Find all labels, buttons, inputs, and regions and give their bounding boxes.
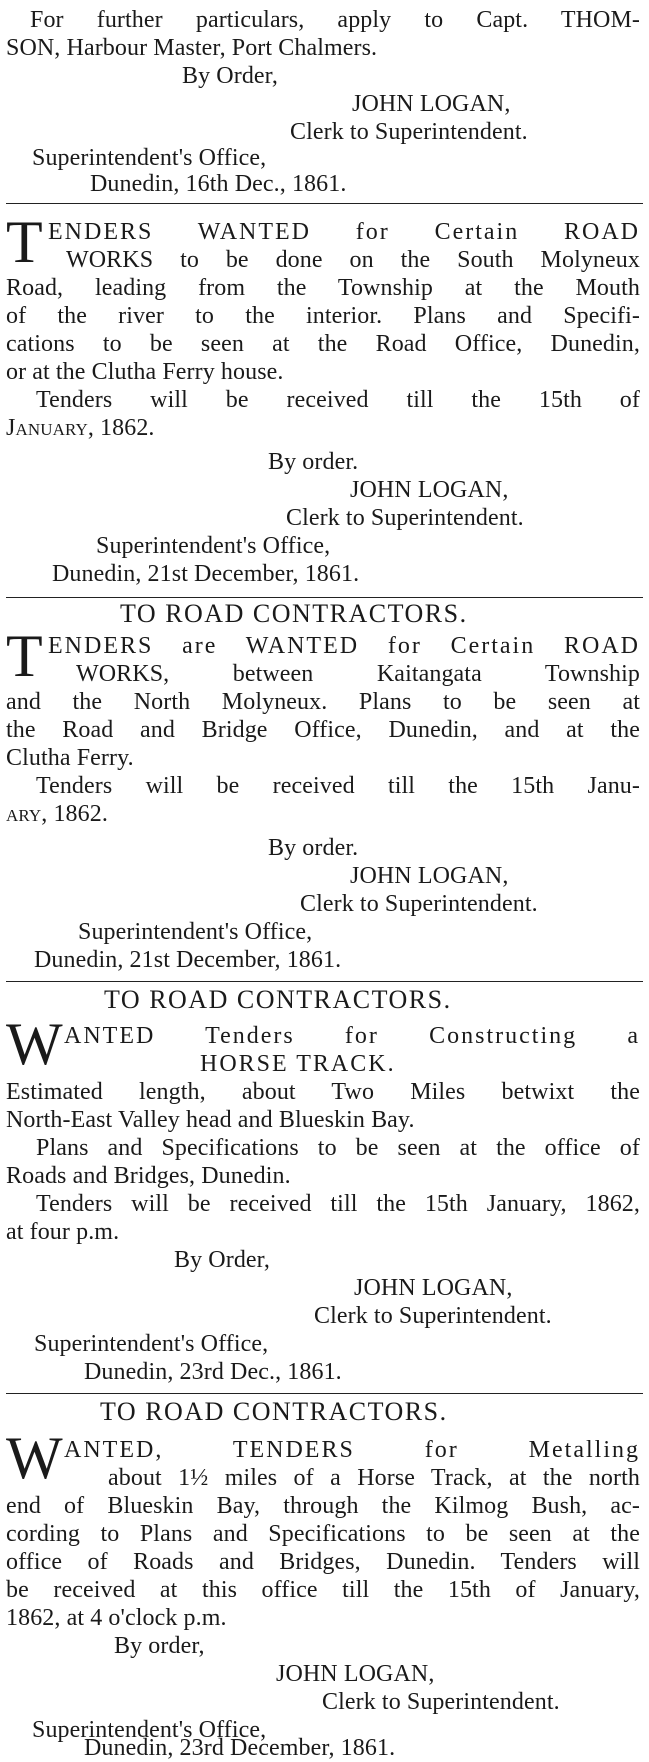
ad-line: ary, 1862. xyxy=(6,801,108,827)
office-line: Superintendent's Office, xyxy=(78,919,313,945)
signatory-title: Clerk to Superintendent. xyxy=(286,505,524,531)
ad-line: For further particulars, apply to Capt. THOM- xyxy=(30,7,640,33)
divider-rule xyxy=(6,597,643,598)
signatory-title: Clerk to Superintendent. xyxy=(290,119,528,145)
drop-cap: W xyxy=(6,1011,63,1077)
date-line: Dunedin, 23rd Dec., 1861. xyxy=(84,1359,342,1385)
office-line: Superintendent's Office, xyxy=(32,1717,267,1743)
ad-line: By order. xyxy=(268,835,359,861)
ad-line: HORSE TRACK. xyxy=(200,1051,396,1077)
ad-line: Tenders will be received till the 15th Janu- xyxy=(36,773,640,799)
ad-line: ANTED, TENDERS for Metalling xyxy=(64,1437,640,1463)
signatory-title: Clerk to Superintendent. xyxy=(314,1303,552,1329)
ad-line: cations to be seen at the Road Office, Dunedin, xyxy=(6,331,640,357)
ad-line: 1862, at 4 o'clock p.m. xyxy=(6,1605,227,1631)
signatory-title: Clerk to Superintendent. xyxy=(300,891,538,917)
ad-line: Clutha Ferry. xyxy=(6,745,134,771)
office-line: Superintendent's Office, xyxy=(32,145,267,171)
signatory-name: JOHN LOGAN, xyxy=(350,863,509,889)
ad-line: Estimated length, about Two Miles betwixt the xyxy=(6,1079,640,1105)
ad-line: end of Blueskin Bay, through the Kilmog Bush, ac- xyxy=(6,1493,640,1519)
drop-cap: T xyxy=(6,209,43,275)
divider-rule xyxy=(6,981,643,982)
ad-line: January, 1862. xyxy=(6,415,155,441)
signatory-name: JOHN LOGAN, xyxy=(352,91,511,117)
ad-line: Road, leading from the Township at the Mouth xyxy=(6,275,640,301)
drop-cap: W xyxy=(6,1425,63,1491)
ad-line: cording to Plans and Specifications to be seen at the xyxy=(6,1521,640,1547)
ad-line: ENDERS are WANTED for Certain ROAD xyxy=(48,633,640,659)
date-line: Dunedin, 21st December, 1861. xyxy=(52,561,360,587)
ad-line: be received at this office till the 15th of January, xyxy=(6,1577,640,1603)
ad-heading: TO ROAD CONTRACTORS. xyxy=(104,985,452,1014)
ad-line: and the North Molyneux. Plans to be seen at xyxy=(6,689,640,715)
office-line: Superintendent's Office, xyxy=(34,1331,269,1357)
ad-line: By order. xyxy=(268,449,359,475)
ad-line: ENDERS WANTED for Certain ROAD xyxy=(48,219,640,245)
ad-line: WORKS, between Kaitangata Township xyxy=(76,661,640,687)
divider-rule xyxy=(6,203,643,204)
ad-line: the Road and Bridge Office, Dunedin, and at the xyxy=(6,717,640,743)
ad-heading: TO ROAD CONTRACTORS. xyxy=(100,1397,448,1426)
ad-line: office of Roads and Bridges, Dunedin. Tenders will xyxy=(6,1549,640,1575)
signatory-title: Clerk to Superintendent. xyxy=(322,1689,560,1715)
ad-line: Plans and Specifications to be seen at the office of xyxy=(36,1135,640,1161)
office-line: Superintendent's Office, xyxy=(96,533,331,559)
ad-line: By Order, xyxy=(174,1247,270,1273)
ad-line: By order, xyxy=(114,1633,205,1659)
ad-line: By Order, xyxy=(182,63,278,89)
ad-line: Tenders will be received till the 15th of xyxy=(36,387,640,413)
ad-line: SON, Harbour Master, Port Chalmers. xyxy=(6,35,378,61)
signatory-name: JOHN LOGAN, xyxy=(350,477,509,503)
ad-line: Roads and Bridges, Dunedin. xyxy=(6,1163,291,1189)
signatory-name: JOHN LOGAN, xyxy=(354,1275,513,1301)
ad-line: about 1½ miles of a Horse Track, at the north xyxy=(108,1465,640,1491)
date-line: Dunedin, 16th Dec., 1861. xyxy=(90,171,347,197)
ad-line: or at the Clutha Ferry house. xyxy=(6,359,284,385)
ad-heading: TO ROAD CONTRACTORS. xyxy=(120,599,468,628)
ad-line: WORKS to be done on the South Molyneux xyxy=(66,247,640,273)
signatory-name: JOHN LOGAN, xyxy=(276,1661,435,1687)
divider-rule xyxy=(6,1393,643,1394)
ad-line: at four p.m. xyxy=(6,1219,120,1245)
date-line: Dunedin, 21st December, 1861. xyxy=(34,947,342,973)
drop-cap: T xyxy=(6,623,43,689)
ad-line: ANTED Tenders for Constructing a xyxy=(64,1023,640,1049)
date-line: Dunedin, 23rd December, 1861. xyxy=(84,1735,396,1761)
ad-line: Tenders will be received till the 15th January, 1862, xyxy=(36,1191,640,1217)
ad-line: North-East Valley head and Blueskin Bay. xyxy=(6,1107,415,1133)
ad-line: of the river to the interior. Plans and Specifi- xyxy=(6,303,640,329)
